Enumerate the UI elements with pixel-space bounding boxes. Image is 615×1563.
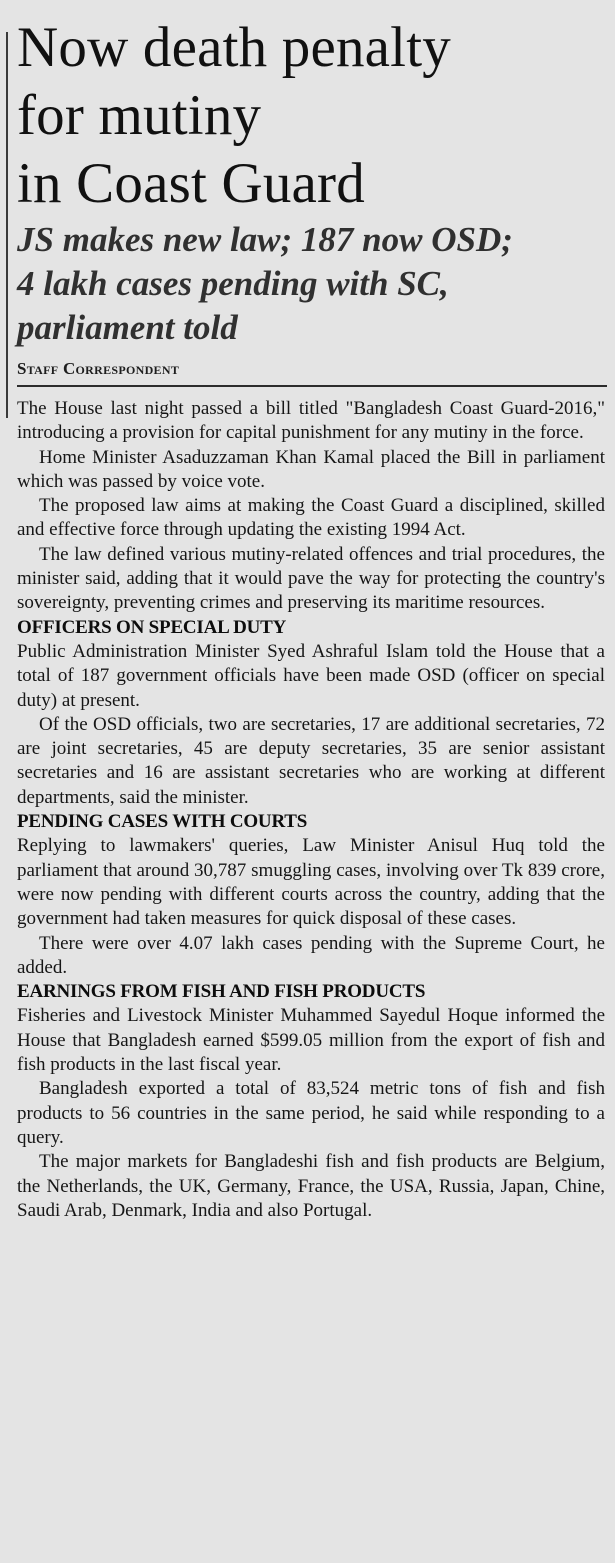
paragraph: Of the OSD officials, two are secretaries, 17 are additional secretaries, 72 are joint secretaries, 45 are deputy secretaries, 35 are senior assistant secretaries and 16 are assistant secretaries who are working at different departments, said the minister. [17, 713, 605, 808]
section-heading: EARNINGS FROM FISH AND FISH PRODUCTS [17, 981, 426, 1003]
subheadline-line: parliament told [17, 308, 238, 347]
subheadline-line: JS makes new law; 187 now OSD; [17, 220, 513, 259]
headline-line: Now death penalty [17, 16, 451, 79]
paragraph: Home Minister Asaduzzaman Khan Kamal placed the Bill in parliament which was passed by voice vote. [17, 446, 605, 492]
news-article [17, 14, 607, 1223]
headline-line: in Coast Guard [17, 152, 365, 215]
section-heading: OFFICERS ON SPECIAL DUTY [17, 616, 287, 638]
paragraph: The proposed law aims at making the Coast Guard a disciplined, skilled and effective force through updating the existing 1994 Act. [17, 495, 605, 541]
paragraph: The major markets for Bangladeshi fish and fish products are Belgium, the Netherlands, the UK, Germany, France, the USA, Russia, Japan, Chine, Saudi Arab, Denmark, India and also Portugal. [17, 1151, 605, 1221]
paragraph: The law defined various mutiny-related offences and trial procedures, the minister said, adding that it would pave the way for protecting the country's sovereignty, preventing crimes and preserving its maritime resources. [17, 543, 605, 614]
section-heading: PENDING CASES WITH COURTS [17, 811, 308, 833]
headline-line: for mutiny [17, 84, 262, 147]
subheadline-line: 4 lakh cases pending with SC, [17, 264, 449, 303]
headline [17, 14, 607, 218]
article-body [17, 397, 605, 1223]
paragraph: Fisheries and Livestock Minister Muhammed Sayedul Hoque informed the House that Bangladesh earned $599.05 million from the export of fish and fish products in the last fiscal year. [17, 1005, 605, 1076]
paragraph: There were over 4.07 lakh cases pending with the Supreme Court, he added. [17, 932, 605, 978]
byline: Staff Correspondent [17, 359, 180, 378]
paragraph: Replying to lawmakers' queries, Law Minister Anisul Huq told the parliament that around 30,787 smuggling cases, involving over Tk 839 crore, were now pending with different courts across the country, adding that the government had taken measures for quick disposal of these cases. [17, 835, 605, 930]
subheadline [17, 218, 607, 350]
paragraph: Public Administration Minister Syed Ashraful Islam told the House that a total of 187 government officials have been made OSD (officer on special duty) at present. [17, 640, 605, 711]
paragraph: Bangladesh exported a total of 83,524 metric tons of fish and fish products to 56 countries in the same period, he said while responding to a query. [17, 1078, 605, 1148]
byline-divider [17, 385, 607, 387]
paragraph: The House last night passed a bill titled "Bangladesh Coast Guard-2016," introducing a provision for capital punishment for any mutiny in the force. [17, 398, 605, 444]
column-rule [6, 32, 8, 418]
